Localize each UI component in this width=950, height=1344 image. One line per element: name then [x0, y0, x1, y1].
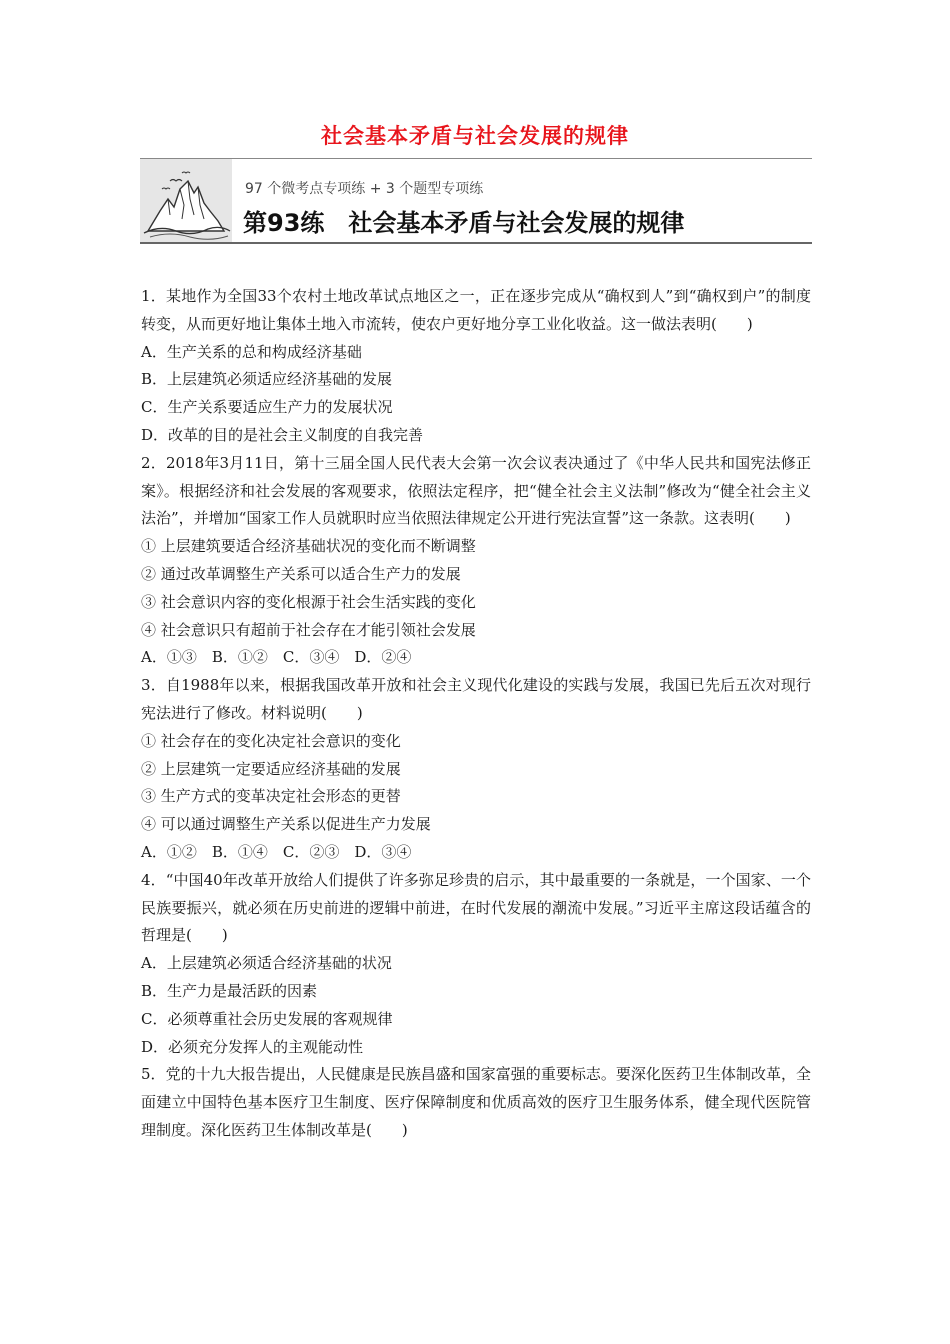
lesson-title: 第93练 社会基本矛盾与社会发展的规律 — [243, 209, 685, 237]
banner-top-rule — [140, 158, 812, 159]
options-row: A．①③ B．①② C．③④ D．②④ — [141, 648, 412, 667]
question — [141, 450, 811, 672]
option: D．必须充分发挥人的主观能动性 — [141, 1037, 364, 1056]
option: A．生产关系的总和构成经济基础 — [141, 342, 362, 361]
option: C．必须尊重社会历史发展的客观规律 — [141, 1009, 393, 1028]
question — [141, 672, 811, 867]
question-stem: 1．某地作为全国33个农村土地改革试点地区之一，正在逐步完成从“确权到人”到“确权到户”的制度转变，从而更好地让集体土地入市流转，使农户更好地分享工业化收益。这一做法表明( ) — [141, 287, 811, 333]
mountain-landscape-icon — [140, 159, 232, 242]
statement: ① 上层建筑要适合经济基础状况的变化而不断调整 — [141, 537, 476, 556]
question-list — [141, 283, 811, 1145]
option: A．上层建筑必须适合经济基础的状况 — [141, 954, 392, 973]
question-stem: 3．自1988年以来，根据我国改革开放和社会主义现代化建设的实践与发展，我国已先后五次对现行宪法进行了修改。材料说明( ) — [141, 676, 811, 722]
question-stem: 4．“中国40年改革开放给人们提供了许多弥足珍贵的启示，其中最重要的一条就是，一个国家、一个民族要振兴，就必须在历史前进的逻辑中前进，在时代发展的潮流中发展。”习近平主席这段话蕴含的哲理是( ) — [141, 870, 811, 945]
question — [141, 1061, 811, 1144]
question — [141, 867, 811, 1062]
options-row: A．①② B．①④ C．②③ D．③④ — [141, 842, 412, 861]
statement: ③ 生产方式的变革决定社会形态的更替 — [141, 787, 401, 806]
option: D．改革的目的是社会主义制度的自我完善 — [141, 425, 424, 444]
question-stem: 5．党的十九大报告提出，人民健康是民族昌盛和国家富强的重要标志。要深化医药卫生体制改革，全面建立中国特色基本医疗卫生制度、医疗保障制度和优质高效的医疗卫生服务体系，健全现代医院管理制度。深化医药卫生体制改革是( ) — [141, 1065, 811, 1139]
statement: ① 社会存在的变化决定社会意识的变化 — [141, 731, 401, 750]
banner-bottom-rule — [140, 242, 812, 244]
statement: ④ 社会意识只有超前于社会存在才能引领社会发展 — [141, 620, 476, 639]
statement: ④ 可以通过调整生产关系以促进生产力发展 — [141, 815, 431, 834]
option: B．生产力是最活跃的因素 — [141, 981, 318, 1000]
question — [141, 283, 811, 450]
statement: ② 通过改革调整生产关系可以适合生产力的发展 — [141, 564, 461, 583]
question-stem: 2．2018年3月11日，第十三届全国人民代表大会第一次会议表决通过了《中华人民共和国宪法修正案》。根据经济和社会发展的客观要求，依照法定程序，把“健全社会主义法制”修改为“健全社会主义法治”，并增加“国家工作人员就职时应当依照法律规定公开进行宪法宣誓”这一条款。这表明( ) — [141, 453, 811, 528]
option: C．生产关系要适应生产力的发展状况 — [141, 398, 393, 417]
series-label: 97 个微考点专项练 + 3 个题型专项练 — [245, 181, 484, 197]
statement: ② 上层建筑一定要适应经济基础的发展 — [141, 759, 401, 778]
section-banner — [140, 158, 812, 244]
page-title: 社会基本矛盾与社会发展的规律 — [321, 124, 629, 148]
option: B．上层建筑必须适应经济基础的发展 — [141, 370, 393, 389]
statement: ③ 社会意识内容的变化根源于社会生活实践的变化 — [141, 592, 476, 611]
